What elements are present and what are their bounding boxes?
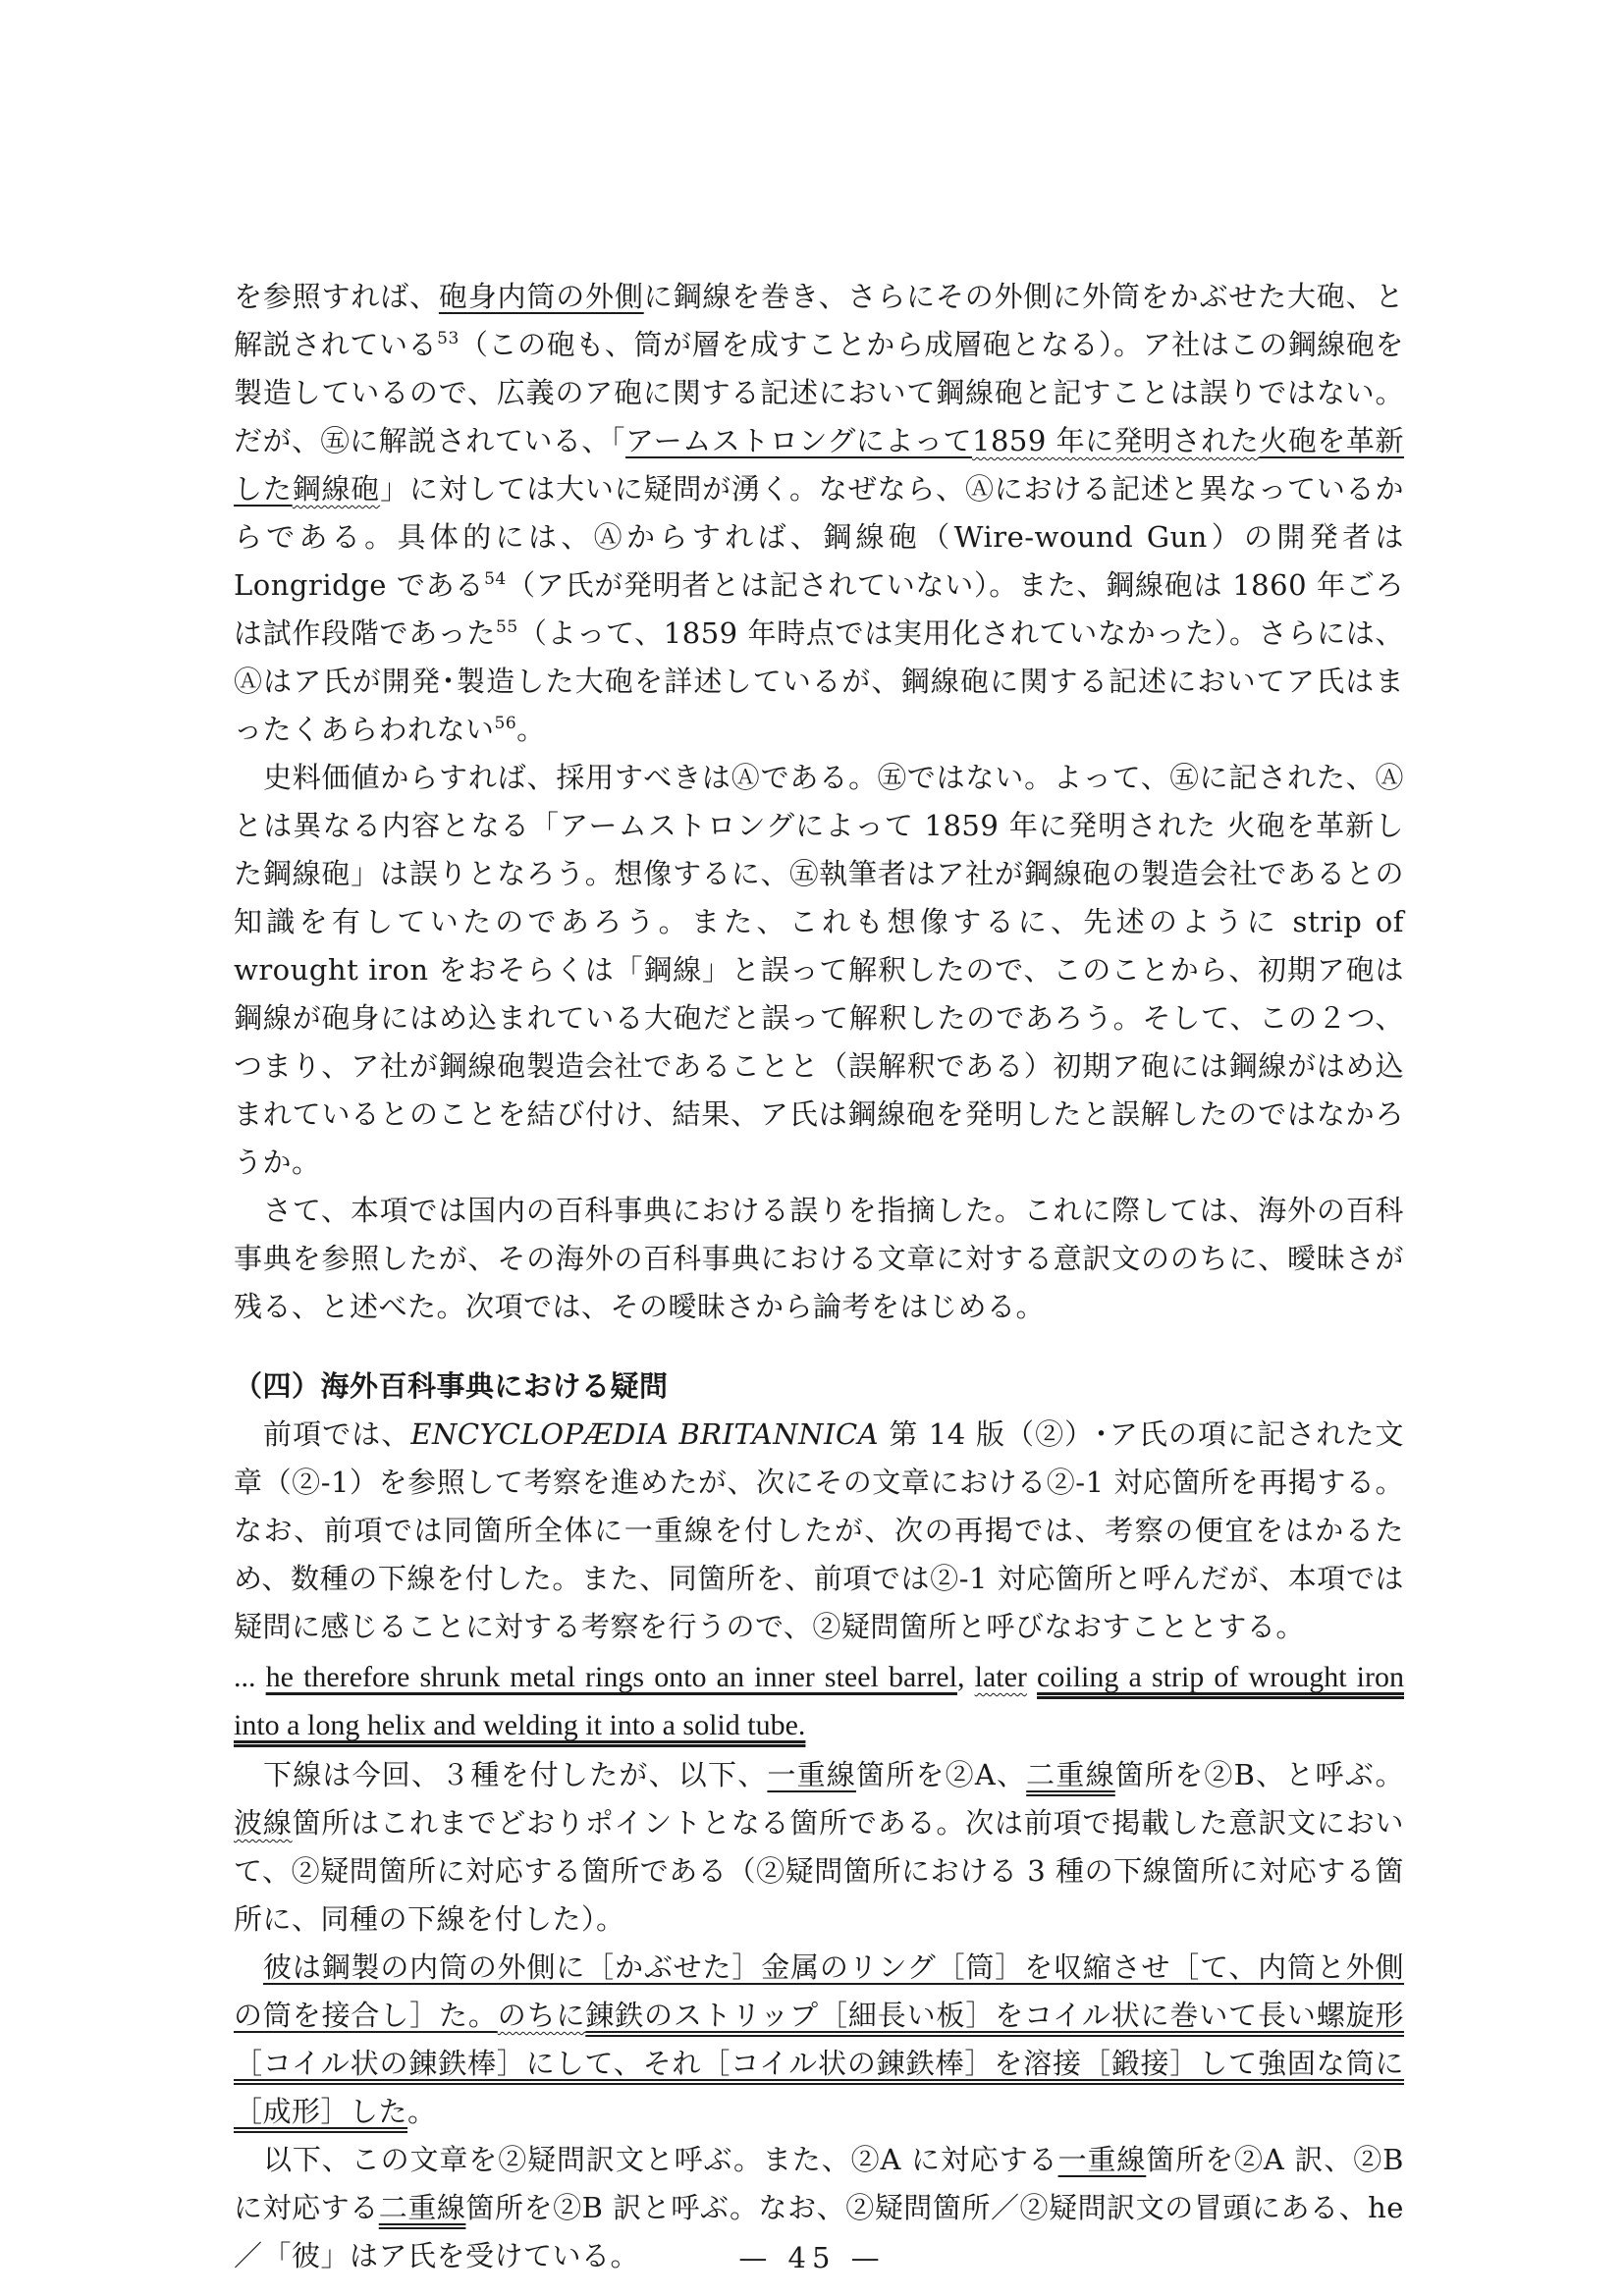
text: 下線は今回、３種を付したが、以下、 [263,1758,768,1791]
encyclopedia-title: ENCYCLOPÆDIA BRITANNICA [410,1417,880,1451]
single-underlined-text: 一重線 [767,1758,857,1791]
underlined-text: アームストロングによって [625,424,973,457]
double-underlined-text: 二重線 [378,2191,466,2224]
text: 以下、この文章を②疑問訳文と呼ぶ。また、②A に対応する [263,2143,1058,2176]
japanese-translation-quote [234,1944,1404,2136]
text [1027,1661,1037,1693]
wavy-underlined-text: 1859 年に発明された [972,424,1260,457]
single-underlined-text: 一重線 [1057,2143,1147,2176]
paragraph-3: さて、本項では国内の百科事典における誤りを指摘した。これに際しては、海外の百科事典を参照したが、その海外の百科事典における文章に対する意訳文ののちに、曖昧さが残る、と述べた。次項では、その曖昧さから論考をはじめる。 [234,1194,1404,1323]
section-heading: （四）海外百科事典における疑問 [234,1369,669,1403]
underlined-text: 火砲を革新した [234,424,1404,506]
single-underlined-text: 彼は鋼製の内筒の外側に［かぶせた］金属のリング［筒］を収縮させ［て、内筒と外側の筒を接合し］た。 [234,1950,1404,2032]
text: 第 14 版（②）･ア氏の項に記された文章（②-1）を参照して考察を進めたが、次にその文章における②-1 対応箇所を再掲する。なお、前項では同箇所全体に一重線を付したが、次の再掲では、考察の便宜をはかるため、数種の下線を付した。また、同箇所を、前項では②-1 対応箇所と呼んだが、本項では疑問に感じることに対する考察を行うので、②疑問箇所と呼びなおすこととする。 [234,1417,1404,1643]
paragraph-4 [234,1411,1404,1651]
text: （よって、1859 年時点では実用化されていなかった）。さらには、Ⓐはア氏が開発･製造した大砲を詳述しているが、鋼線砲に関する記述においてア氏はまったくあらわれない [234,616,1404,746]
english-quote [234,1653,1404,1749]
text: ... [234,1661,266,1693]
paragraph-2: 史料価値からすれば、採用すべきはⒶである。㊄ではない。よって、㊄に記された、Ⓐとは異なる内容となる「アームストロングによって 1859 年に発明された 火砲を革新した鋼線砲」は誤りとなろう。想像するに、㊄執筆者はア社が鋼線砲の製造会社であるとの知識を有していたのであろう。また、これも想像するに、先述のように strip of wrought iron をおそらくは「鋼線」と誤って解釈したので、このことから、初期ア砲は鋼線が砲身にはめ込まれている大砲だと誤って解釈したのであろう。そして、この２つ、つまり、ア社が鋼線砲製造会社であることと（誤解釈である）初期ア砲には鋼線がはめ込まれているとのことを結び付け、結果、ア氏は鋼線砲を発明したと誤解したのではなかろうか。 [234,761,1404,1179]
wavy-underlined-text: のちに [497,1999,586,2032]
single-underlined-text: he therefore shrunk metal rings onto an inner steel barrel [265,1661,957,1693]
wavy-underlined-text: 波線 [234,1806,293,1840]
text: 箇所を②B、と呼ぶ。 [1114,1758,1404,1791]
page-number: — 45 — [738,2241,886,2274]
footnote-ref-55[interactable]: 55 [496,617,518,637]
paragraph-5 [234,1751,1404,1944]
wavy-underlined-text: later [974,1661,1027,1693]
footnote-ref-56[interactable]: 56 [494,714,517,733]
text: 箇所を②A、 [856,1758,1027,1791]
text: , [956,1661,975,1693]
page-body [234,273,1404,2280]
text: 箇所を②B 訳と呼ぶ。なお、②疑問箇所／②疑問訳文の冒頭にある、he／「彼」はア氏を受けている。 [234,2191,1404,2272]
double-underlined-text: 二重線 [1026,1758,1115,1791]
text: 箇所を②A 訳、②B に対応する [234,2143,1404,2224]
double-underlined-text: 錬鉄のストリップ［細長い板］をコイル状に巻いて長い螺旋形［コイル状の錬鉄棒］にして、それ［コイル状の錬鉄棒］を溶接［鍛接］して強固な筒に［成形］した [234,1999,1404,2128]
text: に鋼線を巻き、さらにその外側に外筒をかぶせた大砲、と解説されている [234,280,1404,361]
footnote-ref-54[interactable]: 54 [484,569,507,589]
paragraph-1 [234,273,1404,754]
underlined-text: 砲身内筒の外側 [438,280,644,313]
text: （ア氏が発明者とは記されていない）。また、鋼線砲は 1860 年ごろは試作段階であった [234,568,1404,650]
double-underlined-text: coiling a strip of wrought iron into a long helix and welding it into a solid tube. [234,1661,1405,1741]
text: 。 [516,713,546,746]
text: （この砲も、筒が層を成すことから成層砲となる）。ア社はこの鋼線砲を製造しているので、広義のア砲に関する記述において鋼線砲と記すことは誤りではない。だが、㊄に解説されている、「 [234,328,1404,457]
text: 」に対しては大いに疑問が湧く。なぜなら、Ⓐにおける記述と異なっているからである。具体的には、Ⓐからすれば、鋼線砲（Wire-wound Gun）の開発者は Longridge である [234,472,1404,602]
text: を参照すれば、 [234,280,439,313]
text: 。 [407,2095,437,2128]
text: 前項では、 [263,1417,411,1451]
footnote-ref-53[interactable]: 53 [437,329,460,348]
wavy-underlined-text: 鋼線砲 [292,472,381,506]
text: 箇所はこれまでどおりポイントとなる箇所である。次は前項で掲載した意訳文において、②疑問箇所に対応する箇所である（②疑問箇所における 3 種の下線箇所に対応する箇所に、同種の下線を付した）。 [234,1806,1404,1936]
